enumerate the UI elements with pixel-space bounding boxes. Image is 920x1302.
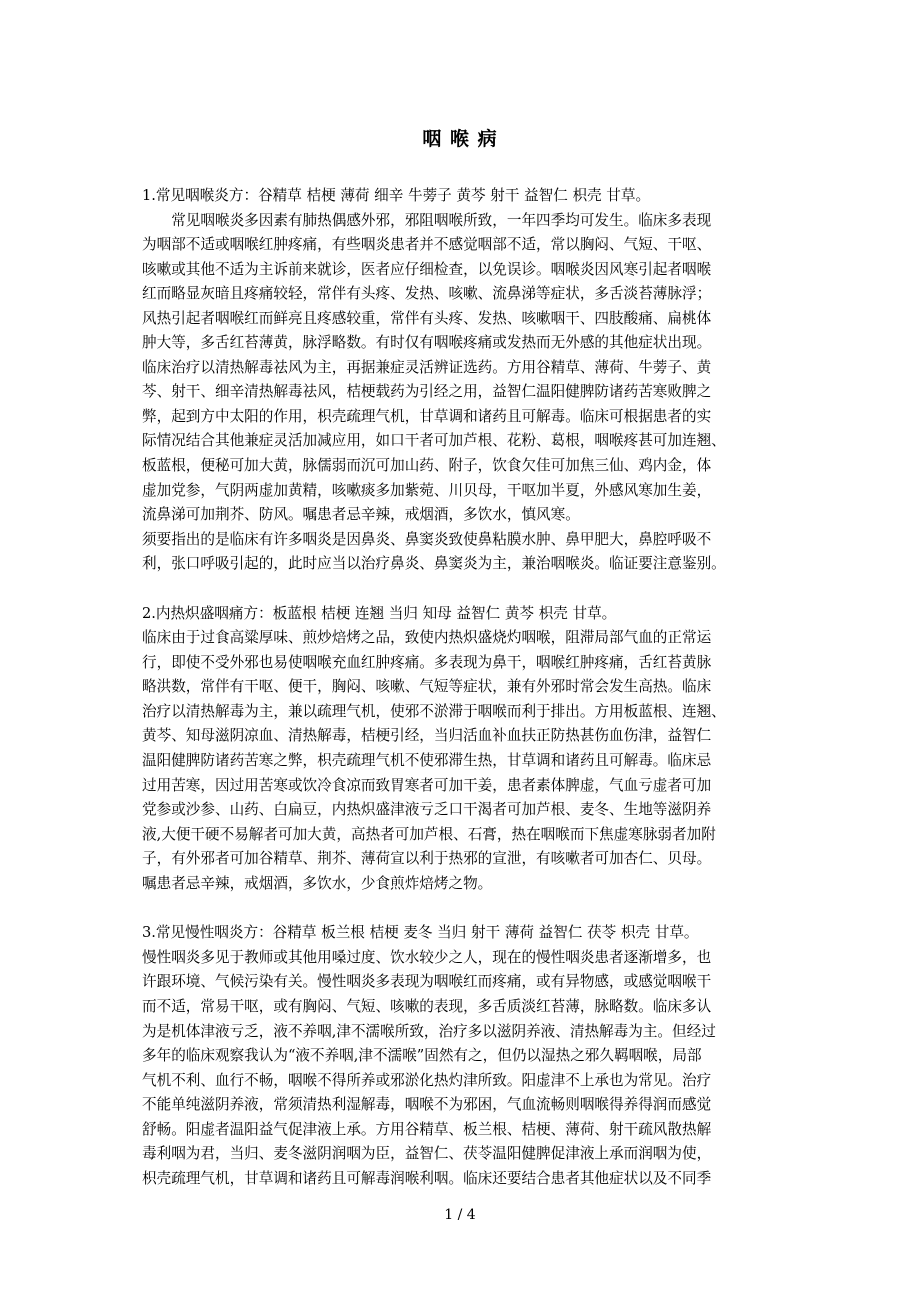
text-line: 液,大便干硬不易解者可加大黄，高热者可加芦根、石膏，热在咽喉而下焦虚寒脉弱者加附: [142, 825, 716, 843]
text-line: 风热引起者咽喉红而鲜亮且疼感较重，常伴有头疼、发热、咳嗽咽干、四肢酸痛、扁桃体: [142, 309, 712, 327]
text-line: 多年的临床观察我认为“液不养咽,津不濡喉”固然有之，但仍以湿热之邪久羁咽喉，局部: [142, 1047, 702, 1065]
text-line: 咳嗽或其他不适为主诉前来就诊，医者应仔细检查，以免误诊。咽喉炎因风寒引起者咽喉: [142, 260, 712, 278]
text-line: 治疗以清热解毒为主，兼以疏理气机，使邪不淤滞于咽喉而利于排出。方用板蓝根、连翘、: [142, 702, 726, 720]
text-line: 红而略显灰暗且疼痛较轻，常伴有头疼、发热、咳嗽、流鼻涕等症状，多舌淡苔薄脉浮；: [142, 285, 712, 303]
text-line: 过用苦寒，因过用苦寒或饮冷食凉而致胃寒者可加干姜，患者素体脾虚，气血亏虚者可加: [142, 776, 712, 794]
page-number: 1 / 4: [444, 1207, 476, 1223]
text-line: 黄芩、知母滋阴凉血、清热解毒，桔梗引经，当归活血补血扶正防热甚伤血伤津，益智仁: [142, 727, 712, 745]
text-line: 虚加党参，气阴两虚加黄精，咳嗽痰多加紫菀、川贝母，干呕加半夏，外感风寒加生姜，: [142, 481, 712, 499]
text-line: 温阳健脾防诸药苦寒之弊，枳壳疏理气机不使邪滞生热，甘草调和诸药且可解毒。临床忌: [142, 752, 712, 770]
text-line: 1.常见咽喉炎方：谷精草 桔梗 薄荷 细辛 牛蒡子 黄芩 射干 益智仁 枳壳 甘草。: [142, 187, 651, 204]
text-line: 常见咽喉炎多因素有肺热偶感外邪，邪阻咽喉所致，一年四季均可发生。临床多表现: [142, 211, 712, 229]
text-line: 舒畅。阳虚者温阳益气促津液上承。方用谷精草、板兰根、桔梗、薄荷、射干疏风散热解: [142, 1120, 712, 1138]
text-line: 须要指出的是临床有许多咽炎是因鼻炎、鼻窦炎致使鼻粘膜水肿、鼻甲肥大，鼻腔呼吸不: [142, 530, 712, 548]
paragraph-gap: [142, 577, 792, 602]
text-line: 嘱患者忌辛辣，戒烟酒，多饮水，少食煎炸焙烤之物。: [142, 874, 493, 892]
text-line: 子，有外邪者可加谷精草、荆芥、薄荷宣以利于热邪的宣泄，有咳嗽者可加杏仁、贝母。: [142, 850, 712, 868]
text-line: 流鼻涕可加荆芥、防风。嘱患者忌辛辣，戒烟酒，多饮水，慎风寒。: [142, 506, 580, 524]
text-line: 利，张口呼吸引起的，此时应当以治疗鼻炎、鼻窦炎为主，兼治咽喉炎。临证要注意鉴别。: [142, 555, 726, 573]
text-line: 而不适，常易干呕，或有胸闷、气短、咳嗽的表现，多舌质淡红苔薄，脉略数。临床多认: [142, 997, 712, 1015]
text-line: 临床由于过食高粱厚味、煎炒焙烤之品，致使内热炽盛烧灼咽喉，阻滞局部气血的正常运: [142, 629, 712, 647]
text-line: 毒利咽为君，当归、麦冬滋阴润咽为臣，益智仁、茯苓温阳健脾促津液上承而润咽为使，: [142, 1145, 712, 1163]
body-text: [142, 184, 792, 1191]
text-line: 3.常见慢性咽炎方：谷精草 板兰根 桔梗 麦冬 当归 射干 薄荷 益智仁 茯苓 枳壳 甘草。: [142, 924, 699, 942]
text-line: 许跟环境、气候污染有关。慢性咽炎多表现为咽喉红而疼痛，或有异物感，或感觉咽喉干: [142, 973, 712, 991]
text-line: 芩、射干、细辛清热解毒祛风，桔梗载药为引经之用，益智仁温阳健脾防诸药苦寒败脾之: [142, 383, 712, 401]
text-line: 2.内热炽盛咽痛方：板蓝根 桔梗 连翘 当归 知母 益智仁 黄芩 枳壳 甘草。: [142, 604, 617, 622]
text-line: 枳壳疏理气机，甘草调和诸药且可解毒润喉利咽。临床还要结合患者其他症状以及不同季: [142, 1169, 712, 1187]
text-line: 党参或沙参、山药、白扁豆，内热炽盛津液亏乏口干渴者可加芦根、麦冬、生地等滋阴养: [142, 801, 712, 819]
text-line: 不能单纯滋阴养液，常须清热利湿解毒，咽喉不为邪困，气血流畅则咽喉得养得润而感觉: [142, 1096, 712, 1114]
text-line: 为是机体津液亏乏，液不养咽,津不濡喉所致，治疗多以滋阴养液、清热解毒为主。但经过: [142, 1022, 716, 1040]
text-line: 弊，起到方中太阳的作用，枳壳疏理气机，甘草调和诸药且可解毒。临床可根据患者的实: [142, 407, 712, 425]
text-line: 气机不利、血行不畅，咽喉不得所养或邪淤化热灼津所致。阳虚津不上承也为常见。治疗: [142, 1071, 712, 1089]
text-line: 慢性咽炎多见于教师或其他用嗓过度、饮水较少之人，现在的慢性咽炎患者逐渐增多，也: [142, 948, 712, 966]
text-line: 际情况结合其他兼症灵活加减应用，如口干者可加芦根、花粉、葛根，咽喉疼甚可加连翘、: [142, 432, 726, 450]
text-line: 行，即使不受外邪也易使咽喉充血红肿疼痛。多表现为鼻干，咽喉红肿疼痛，舌红苔黄脉: [142, 653, 712, 671]
text-line: 略洪数，常伴有干呕、便干，胸闷、咳嗽、气短等症状，兼有外邪时常会发生高热。临床: [142, 678, 712, 696]
text-line: 肿大等，多舌红苔薄黄，脉浮略数。有时仅有咽喉疼痛或发热而无外感的其他症状出现。: [142, 334, 712, 352]
text-line: 临床治疗以清热解毒祛风为主，再据兼症灵活辨证选药。方用谷精草、薄荷、牛蒡子、黄: [142, 358, 712, 376]
text-line: 板蓝根，便秘可加大黄，脉儒弱而沉可加山药、附子，饮食欠佳可加焦三仙、鸡内金，体: [142, 457, 712, 475]
paragraph-gap: [142, 896, 792, 921]
page-title: 咽 喉 病: [422, 128, 498, 150]
text-line: 为咽部不适或咽喉红肿疼痛，有些咽炎患者并不感觉咽部不适，常以胸闷、气短、干呕、: [142, 236, 712, 254]
